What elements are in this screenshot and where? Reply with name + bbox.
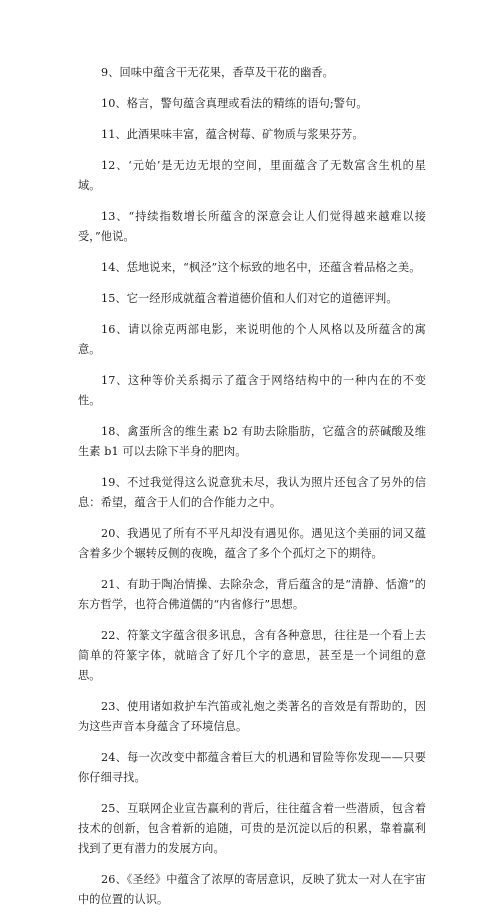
paragraph-item: 16、请以徐克两部电影，来说明他的个人风格以及所蕴含的寓意。 bbox=[78, 323, 426, 356]
paragraph-item: 25、互联网企业宣告赢利的背后，往往蕴含着一些潜质，包含着技术的创新，包含着新的追随，可贵的是沉淀以后的积累，靠着赢利找到了更有潜力的发展方向。 bbox=[78, 802, 426, 855]
paragraph-item: 23、使用诸如救护车汽笛或礼炮之类著名的音效是有帮助的，因为这些声音本身蕴含了环境信息。 bbox=[78, 700, 426, 733]
paragraph-item: 22、符篆文字蕴含很多讯息，含有各种意思，往往是一个看上去简单的符篆字体，就暗含了好几个字的意思，甚至是一个词组的意思。 bbox=[78, 629, 426, 682]
paragraph-item: 9、回味中蕴含干无花果，香草及干花的幽香。 bbox=[101, 66, 334, 79]
paragraph-item: 20、我遇见了所有不平凡却没有遇见你。遇见这个美丽的词又蕴含着多少个辗转反侧的夜晚，蕴含了多个个孤灯之下的期待。 bbox=[78, 527, 426, 560]
paragraph-item: 14、恁地说来，“枫泾”这个标致的地名中，还蕴含着品格之美。 bbox=[101, 261, 421, 274]
paragraph-item: 18、禽蛋所含的维生素 b2 有助去除脂肪，它蕴含的菸碱酸及维生素 b1 可以去除下半身的肥肉。 bbox=[78, 425, 426, 458]
paragraph-item: 21、有助于陶冶情操、去除杂念，背后蕴含的是“清静、恬澹”的东方哲学，也符合佛道儒的“内省修行”思想。 bbox=[78, 578, 426, 611]
paragraph-item: 13、“持续指数增长所蕴含的深意会让人们觉得越来越难以接受，”他说。 bbox=[78, 210, 426, 243]
document-body bbox=[78, 63, 426, 921]
paragraph-item: 11、此酒果味丰富，蕴含树莓、矿物质与浆果芬芳。 bbox=[101, 128, 364, 141]
paragraph-item: 24、每一次改变中都蕴含着巨大的机遇和冒险等你发现——只要你仔细寻找。 bbox=[78, 751, 426, 784]
paragraph-item: 17、这种等价关系揭示了蕴含于网络结构中的一种内在的不变性。 bbox=[78, 374, 426, 407]
paragraph-item: 26、《圣经》中蕴含了浓厚的寄居意识，反映了犹太一对人在宇宙中的位置的认识。 bbox=[78, 873, 426, 906]
paragraph-item: 10、格言，警句蕴含真理或看法的精练的语句;警句。 bbox=[101, 97, 368, 110]
paragraph-item: 19、不过我觉得这么说意犹未尽，我认为照片还包含了另外的信息：希望，蕴含于人们的合作能力之中。 bbox=[78, 476, 426, 509]
paragraph-item: 12、‘元始’是无边无垠的空间，里面蕴含了无数富含生机的星域。 bbox=[78, 159, 426, 192]
paragraph-item: 15、它一经形成就蕴含着道德价值和人们对它的道德评判。 bbox=[101, 292, 398, 305]
